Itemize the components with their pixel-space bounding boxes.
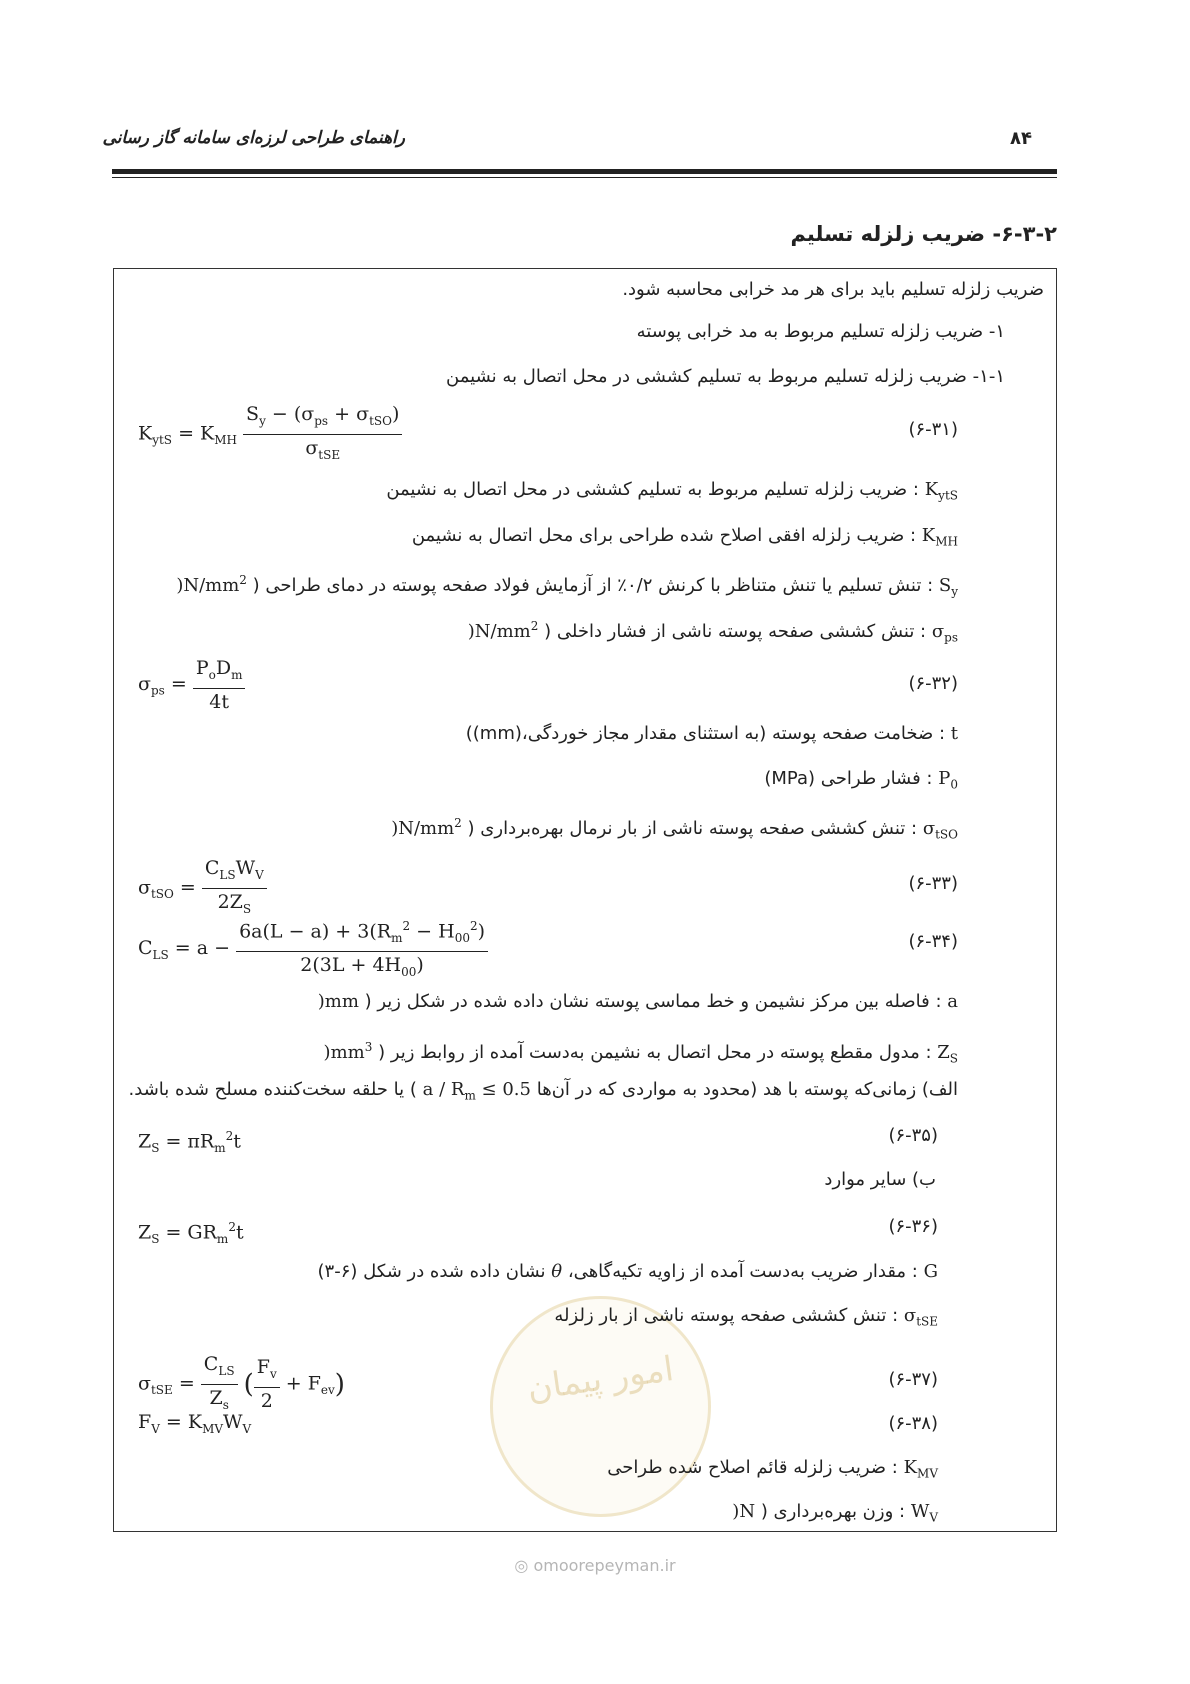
def-kmv-symbol: $K_{MV}$ (903, 1457, 938, 1481)
case-a-pre: الف) زمانی‌که پوسته با هد (محدود به مواردی که در آن‌ها (536, 1079, 958, 1100)
def-a-text: : فاصله بین مرکز نشیمن و خط مماسی پوسته نشان داده شده در شکل زیر ( (364, 991, 942, 1012)
def-sigma-tso-unit: $N/mm^2$ (398, 816, 462, 839)
def-sy (176, 568, 958, 604)
equation-31-number: (۶-۳۱) (908, 419, 958, 440)
def-kyts (386, 478, 958, 508)
def-a (318, 990, 958, 1014)
header-rule-thick (112, 169, 1057, 174)
def-sy-unit-close: ) (176, 575, 184, 596)
equation-38: $F_V = K_{MV}W_V$ (138, 1411, 252, 1436)
def-sy-unit: $N/mm^2$ (183, 573, 247, 596)
def-sigma-tse (554, 1304, 938, 1334)
def-a-unit: mm (324, 991, 359, 1012)
def-zs-unit: $mm^3$ (330, 1040, 373, 1063)
running-header-title: راهنمای طراحی لرزه‌ای سامانه گاز رسانی (102, 128, 405, 148)
equation-35-number: (۶-۳۵) (888, 1125, 938, 1146)
page-number: ۸۴ (1010, 128, 1032, 149)
equation-33: $\sigma_{tSO}$ = $\frac{C_{LS}W_V}{2Z_S}$ (138, 856, 267, 921)
equation-32: $\sigma_{ps}$ = $\frac{P_oD_m}{4t}$ (138, 656, 245, 714)
def-g-post: نشان داده شده در شکل (۶-۳) (317, 1261, 546, 1282)
def-kyts-symbol: $K_{ytS}$ (924, 479, 958, 503)
def-zs-text: : مدول مقطع پوسته در محل اتصال به نشیمن به‌دست آمده از روابط زیر ( (378, 1042, 932, 1063)
def-kyts-text: : ضریب زلزله تسلیم مربوط به تسلیم کششی در محل اتصال به نشیمن (386, 479, 919, 500)
item-1-1: ۱-۱- ضریب زلزله تسلیم مربوط به تسلیم کششی در محل اتصال به نشیمن (446, 366, 1005, 387)
def-sigma-ps (468, 614, 958, 650)
def-g (318, 1260, 939, 1284)
equation-37-number: (۶-۳۷) (888, 1369, 938, 1390)
footer-icon: ◎ (514, 1556, 529, 1575)
theta-symbol: θ (551, 1261, 563, 1282)
footer-url-text: omoorepeyman.ir (533, 1556, 676, 1575)
def-wv-unit: N (739, 1501, 756, 1522)
def-sigma-ps-text: : تنش کششی صفحه پوسته ناشی از فشار داخلی ( (544, 621, 927, 642)
equation-31: $K_{ytS} = K_{MH}$ $\frac{S_y - (\sigma_{ps} + \sigma_{tSO})}{\sigma_{tSE}}$ (138, 402, 402, 467)
def-wv-symbol: $W_V$ (910, 1501, 938, 1525)
watermark-text: امور پیمان (524, 1348, 677, 1410)
equation-35: $Z_S = \pi R_m^2t$ (138, 1129, 241, 1156)
equation-36: $Z_S = GR_m^2t$ (138, 1220, 244, 1247)
intro-line: ضریب زلزله تسلیم باید برای هر مد خرابی محاسبه شود. (622, 279, 1044, 300)
def-sigma-tse-text: : تنش کششی صفحه پوسته ناشی از بار زلزله (554, 1305, 899, 1326)
equation-37: $\sigma_{tSE}$ = $\frac{C_{LS}}{Z_s}$ ( $\frac{F_v}{2}$ + $F_{ev}$) (138, 1353, 345, 1413)
def-a-unit-close: ) (317, 991, 325, 1012)
case-a (129, 1078, 958, 1108)
def-sigma-tso (391, 811, 958, 847)
def-zs (324, 1035, 958, 1071)
equation-38-number: (۶-۳۸) (888, 1413, 938, 1434)
case-a-condition: $a / R_m \le 0.5$ (422, 1079, 531, 1103)
def-a-symbol: a (947, 991, 958, 1012)
header-rule-thin (112, 177, 1057, 178)
def-p0 (764, 767, 958, 797)
def-g-symbol: G (923, 1261, 938, 1282)
def-t (466, 722, 958, 746)
item-1: ۱- ضریب زلزله تسلیم مربوط به مد خرابی پوسته (636, 321, 1005, 342)
def-zs-symbol: $Z_S$ (937, 1042, 958, 1066)
equation-33-number: (۶-۳۳) (908, 873, 958, 894)
def-wv-unit-close: ) (732, 1501, 740, 1522)
def-sigma-tse-symbol: $\sigma_{tSE}$ (903, 1305, 938, 1329)
def-sy-text: : تنش تسلیم یا تنش متناظر با کرنش ۰/۲٪ از آزمایش فولاد صفحه پوسته در دمای طراحی ( (252, 575, 934, 596)
equation-34-number: (۶-۳۴) (908, 931, 958, 952)
case-b: ب) سایر موارد (824, 1169, 936, 1190)
equation-34: $C_{LS} = a$ − $\frac{6a(L - a) + 3(R_m^2 - H_{00}^2)}{2(3L + 4H_{00})}$ (138, 914, 488, 984)
def-wv (732, 1500, 938, 1530)
def-zs-unit-close: ) (323, 1042, 331, 1063)
def-kmh-symbol: $K_{MH}$ (921, 525, 958, 549)
def-kmv (607, 1456, 938, 1486)
def-kmv-text: : ضریب زلزله قائم اصلاح شده طراحی (607, 1457, 898, 1478)
def-wv-text: : وزن بهره‌برداری ( (760, 1501, 906, 1522)
def-p0-text: : فشار طراحی (MPa) (764, 768, 933, 789)
def-t-text: : ضخامت صفحه پوسته (به استثنای مقدار مجاز خوردگی،(mm)) (465, 723, 946, 744)
def-p0-symbol: $P_0$ (938, 768, 958, 792)
equation-36-number: (۶-۳۶) (888, 1216, 938, 1237)
section-title: ۶-۳-۲- ضریب زلزله تسلیم (790, 222, 1057, 246)
case-a-post: ) یا حلقه سخت‌کننده مسلح شده باشد. (128, 1079, 417, 1100)
def-sigma-ps-unit-close: ) (467, 621, 475, 642)
def-sy-symbol: $S_y$ (938, 575, 958, 599)
def-sigma-ps-unit: $N/mm^2$ (474, 619, 539, 642)
def-sigma-tso-unit-close: ) (391, 818, 399, 839)
def-kmh-text: : ضریب زلزله افقی اصلاح شده طراحی برای محل اتصال به نشیمن (411, 525, 917, 546)
equation-32-number: (۶-۳۲) (908, 673, 958, 694)
def-sigma-ps-symbol: $\sigma_{ps}$ (931, 621, 958, 645)
def-sigma-tso-text: : تنش کششی صفحه پوسته ناشی از بار نرمال بهره‌برداری ( (467, 818, 918, 839)
def-sigma-tso-symbol: $\sigma_{tSO}$ (922, 818, 958, 842)
def-g-text: : مقدار ضریب به‌دست آمده از زاویه تکیه‌گاهی، (567, 1261, 918, 1282)
def-t-symbol: t (950, 723, 958, 744)
def-kmh (412, 524, 958, 554)
footer-url (0, 1556, 1190, 1575)
